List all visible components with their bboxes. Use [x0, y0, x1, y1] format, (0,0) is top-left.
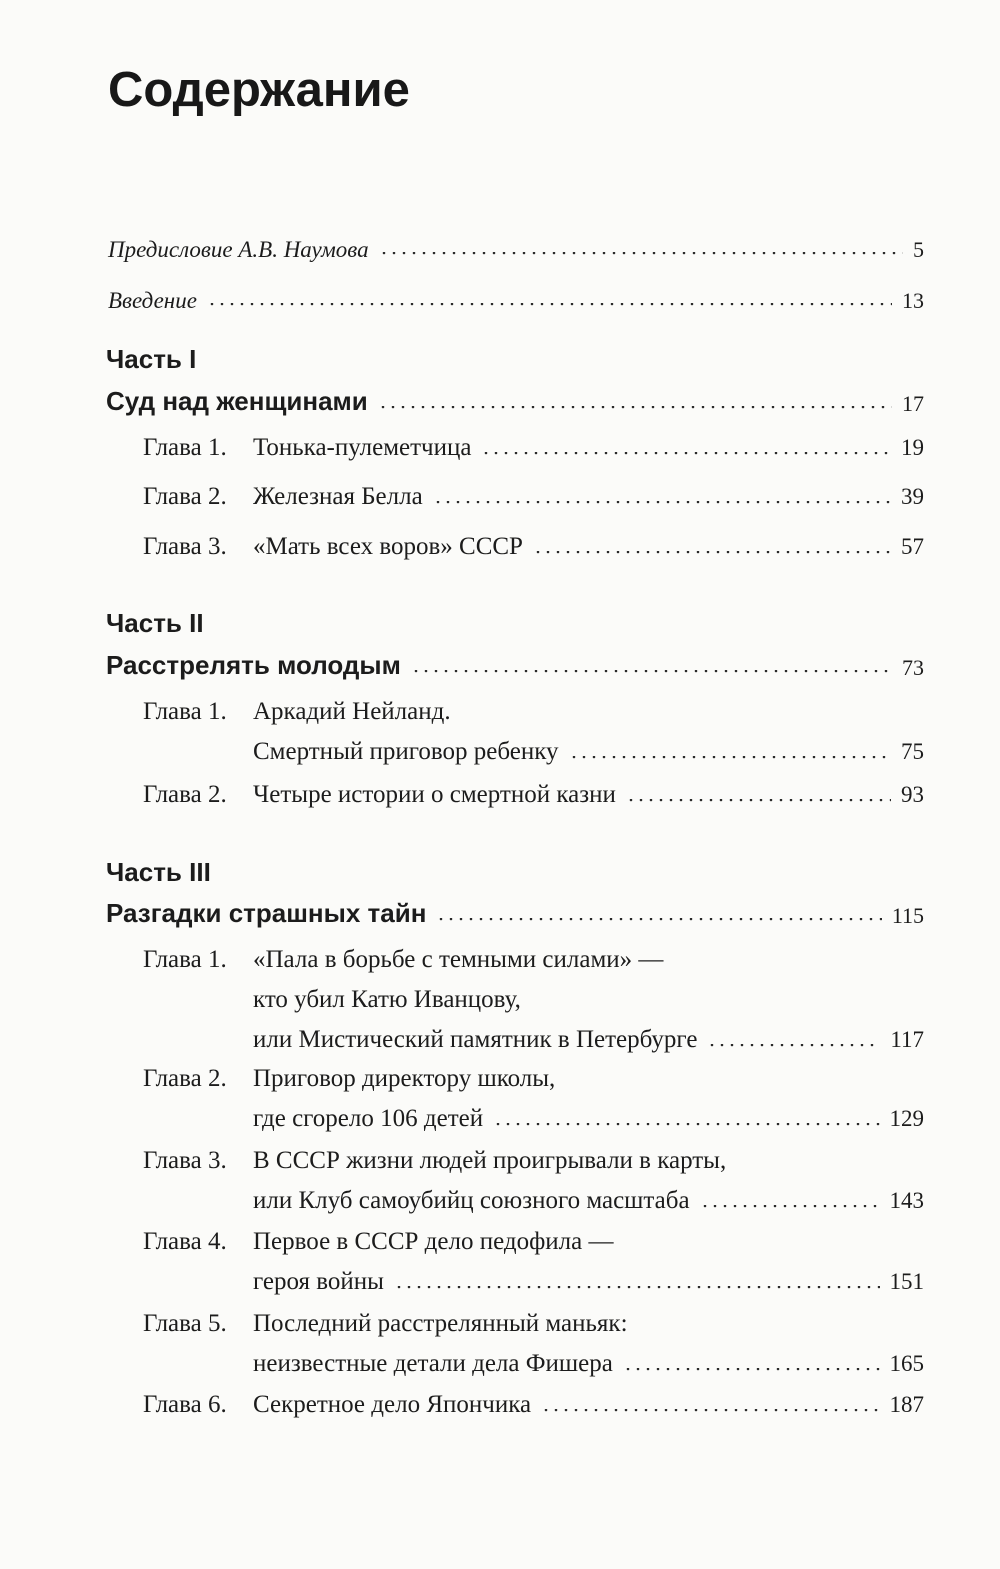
- toc-entry-chapter[interactable]: [143, 1059, 924, 1139]
- chapter-title-line: героя войны: [253, 1268, 384, 1295]
- page-title: Содержание: [108, 63, 410, 117]
- part-title: Суд над женщинами: [106, 386, 368, 416]
- part-2-label: Часть II: [106, 608, 204, 638]
- toc-entry-chapter[interactable]: [143, 692, 924, 772]
- chapter-number: Глава 5.: [143, 1310, 227, 1337]
- dot-leader: [707, 1044, 880, 1048]
- chapter-title-line: «Пала в борьбе с темными силами» —: [253, 946, 664, 973]
- dot-leader: [700, 1205, 880, 1209]
- page-number: 5: [913, 237, 924, 262]
- part-1-label: Часть I: [106, 344, 197, 374]
- dot-leader: [541, 1409, 879, 1413]
- chapter-title-line: В СССР жизни людей проигрывали в карты,: [253, 1147, 727, 1174]
- chapter-title-line: Первое в СССР дело педофила —: [253, 1228, 614, 1255]
- chapter-title-line: или Клуб самоубийц союзного масштаба: [253, 1187, 690, 1214]
- page-number: 57: [901, 534, 924, 559]
- page-number: 19: [901, 435, 924, 460]
- dot-leader: [207, 303, 892, 307]
- page-number: 165: [889, 1351, 924, 1376]
- dot-leader: [493, 1123, 879, 1127]
- chapter-number: Глава 2.: [143, 483, 227, 510]
- chapter-title-line: Смертный приговор ребенку: [253, 738, 559, 765]
- chapter-number: Глава 6.: [143, 1391, 227, 1418]
- dot-leader: [394, 1286, 880, 1290]
- chapter-title-line: Железная Белла: [253, 483, 423, 510]
- toc-entry-chapter[interactable]: [143, 527, 924, 567]
- part-title: Разгадки страшных тайн: [106, 898, 427, 928]
- dot-leader: [623, 1368, 880, 1372]
- part-3-label: Часть III: [106, 857, 211, 887]
- dot-leader: [411, 670, 892, 674]
- page-number: 75: [901, 739, 924, 764]
- dot-leader: [379, 252, 903, 256]
- entry-label: Предисловие А.В. Наумова: [108, 237, 369, 262]
- page-number: 117: [890, 1027, 924, 1052]
- dot-leader: [481, 452, 891, 456]
- toc-entry-chapter[interactable]: [143, 1222, 924, 1302]
- chapter-title-line: или Мистический памятник в Петербурге: [253, 1026, 698, 1053]
- chapter-number: Глава 2.: [143, 1065, 227, 1092]
- toc-entry-part-3[interactable]: [106, 893, 924, 929]
- chapter-title-line: Последний расстрелянный маньяк:: [253, 1310, 628, 1337]
- page-number: 151: [889, 1269, 924, 1294]
- chapter-title-line: Секретное дело Япончика: [253, 1391, 532, 1418]
- chapter-title-line: Приговор директору школы,: [253, 1065, 556, 1092]
- toc-entry-chapter[interactable]: [143, 775, 924, 815]
- toc-entry-chapter[interactable]: [143, 1141, 924, 1221]
- toc-entry-chapter[interactable]: [143, 477, 924, 517]
- toc-entry-foreword[interactable]: [108, 229, 924, 263]
- chapter-number: Глава 1.: [143, 698, 227, 725]
- chapter-title-line: Четыре истории о смертной казни: [253, 781, 616, 808]
- chapter-number: Глава 1.: [143, 434, 227, 461]
- dot-leader: [626, 799, 891, 803]
- page-number: 187: [889, 1392, 924, 1417]
- page-number: 73: [902, 655, 924, 680]
- toc-entry-chapter[interactable]: [143, 1304, 924, 1384]
- toc-entry-part-1[interactable]: [106, 381, 924, 417]
- chapter-number: Глава 3.: [143, 1147, 227, 1174]
- part-title: Расстрелять молодым: [106, 650, 401, 680]
- dot-leader: [433, 501, 891, 505]
- chapter-number: Глава 1.: [143, 946, 227, 973]
- entry-label: Введение: [108, 288, 197, 313]
- page-number: 143: [889, 1188, 924, 1213]
- dot-leader: [569, 756, 891, 760]
- chapter-title-line: «Мать всех воров» СССР: [253, 533, 523, 560]
- chapter-title-line: неизвестные детали дела Фишера: [253, 1350, 613, 1377]
- page-number: 39: [901, 484, 924, 509]
- dot-leader: [436, 918, 881, 922]
- page-number: 93: [901, 782, 924, 807]
- page-number: 17: [902, 391, 924, 416]
- toc-entry-part-2[interactable]: [106, 645, 924, 681]
- chapter-number: Глава 4.: [143, 1228, 227, 1255]
- toc-entry-chapter[interactable]: [143, 428, 924, 468]
- chapter-title-line: где сгорело 106 детей: [253, 1105, 484, 1132]
- toc-entry-introduction[interactable]: [108, 280, 924, 314]
- dot-leader: [533, 551, 891, 555]
- toc-entry-chapter[interactable]: [143, 1385, 924, 1425]
- page-number: 129: [889, 1106, 924, 1131]
- chapter-title-line: Тонька-пулеметчица: [253, 434, 472, 461]
- chapter-title-line: кто убил Катю Иванцову,: [253, 986, 521, 1013]
- toc-entry-chapter[interactable]: [143, 940, 924, 1060]
- chapter-number: Глава 2.: [143, 781, 227, 808]
- page-number: 13: [902, 288, 924, 313]
- chapter-title-line: Аркадий Нейланд.: [253, 698, 451, 725]
- page-number: 115: [891, 903, 924, 928]
- chapter-number: Глава 3.: [143, 533, 227, 560]
- dot-leader: [378, 406, 892, 410]
